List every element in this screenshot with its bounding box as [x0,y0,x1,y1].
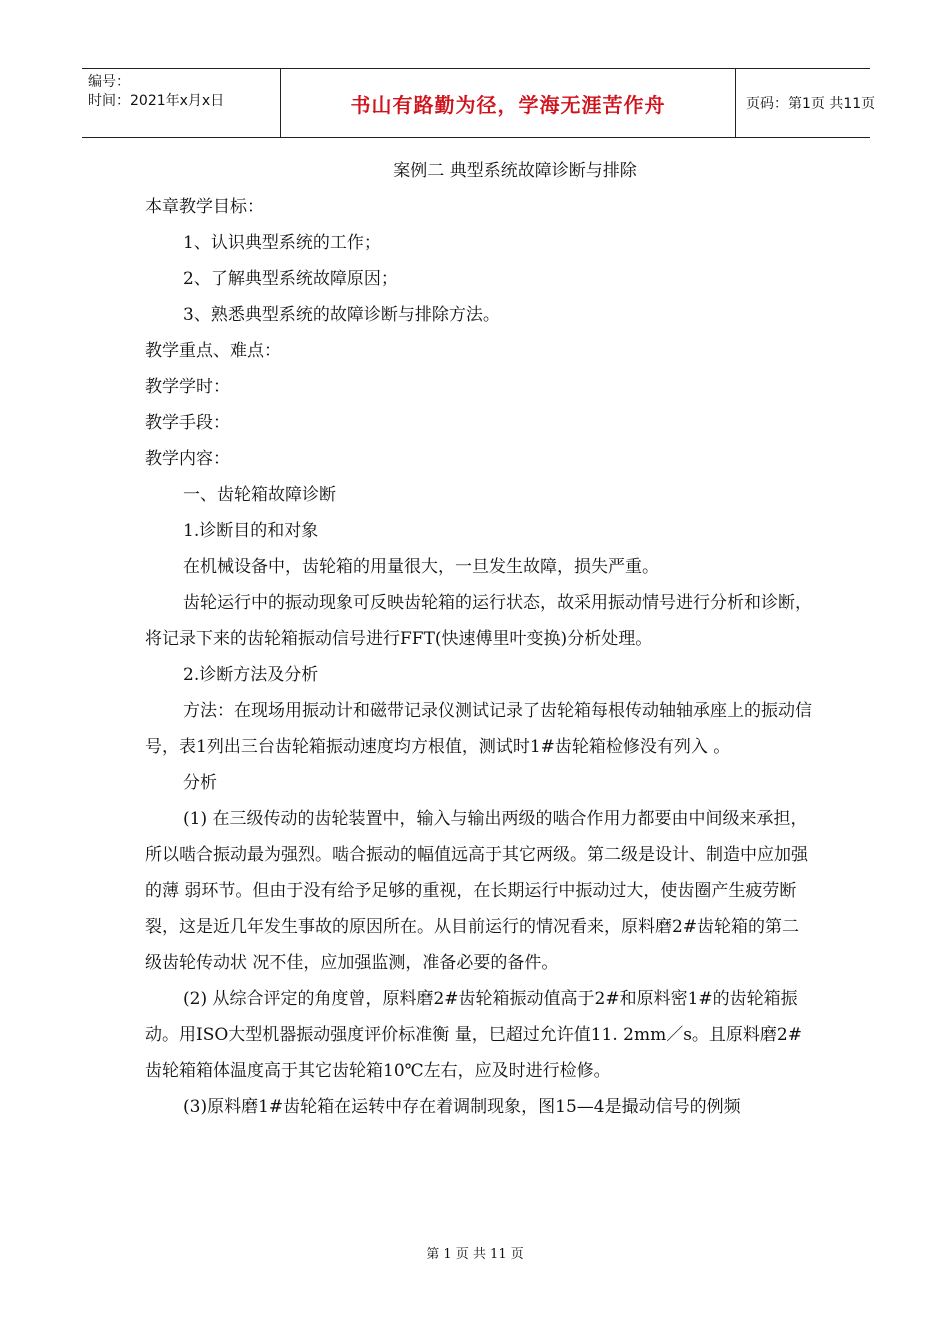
paragraph: 教学手段： [145,413,230,433]
motto-text: 书山有路勤为径，学海无涯苦作舟 [350,92,666,117]
paragraph: 分析 [183,773,217,793]
paragraph: 齿轮运行中的振动现象可反映齿轮箱的运行状态，故采用振动情号进行分析和诊断，将记录下来的齿轮箱振动信号进行FFT(快速傅里叶变换)分析处理。 [145,593,812,649]
paragraph: 本章教学目标： [145,197,264,217]
number-label: 编号： [88,74,130,90]
paragraph: 教学重点、难点： [145,341,281,361]
page-header [82,68,876,138]
header-motto-cell [280,69,736,137]
header-page-info [736,69,876,137]
paragraph: (2) 从综合评定的角度曾，原料磨2#齿轮箱振动值高于2#和原料密1#的齿轮箱振动。用ISO大型机器振动强度评价标准衡 量，巳超过允许值11. 2mm／s。且原料磨2#齿轮箱箱体温度高于其它齿轮箱10℃左右，应及时进行检修。 [145,989,802,1081]
paragraph: (3)原料磨1#齿轮箱在运转中存在着调制现象，图15—4是撮动信号的例频 [183,1097,741,1117]
page-info-text: 页码：第1页 共11页 [746,96,876,112]
paragraph: 一、齿轮箱故障诊断 [183,485,336,505]
paragraph-list [145,189,815,1125]
time-label: 时间：2021年x月x日 [88,93,225,109]
header-meta [82,69,280,137]
paragraph: 2.诊断方法及分析 [183,665,319,685]
paragraph: 2、了解典型系统故障原因； [183,269,398,289]
page-footer: 第 1 页 共 11 页 [426,1247,524,1262]
paragraph: 教学内容： [145,449,230,469]
paragraph: 方法：在现场用振动计和磁带记录仪测试记录了齿轮箱每根传动轴轴承座上的振动信号，表1列出三台齿轮箱振动速度均方根值，测试时1#齿轮箱检修没有列入 。 [145,701,812,757]
paragraph: 1、认识典型系统的工作； [183,233,381,253]
paragraph: 3、熟悉典型系统的故障诊断与排除方法。 [183,305,500,325]
paragraph: 1.诊断目的和对象 [183,521,319,541]
paragraph: 教学学时： [145,377,230,397]
paragraph: 在机械设备中，齿轮箱的用量很大，一旦发生故障，损失严重。 [183,557,659,577]
document-title: 案例二 典型系统故障诊断与排除 [393,161,637,181]
document-body [145,153,815,1125]
paragraph: (1) 在三级传动的齿轮装置中，输入与输出两级的啮合作用力都要由中间级来承担，所以啮合振动最为强烈。啮合振动的幅值远高于其它两级。第二级是设计、制造中应加强的薄 弱环节。但由于没有给予足够的重视，在长期运行中振动过大，使齿圈产生疲劳断裂，这是近几年发生事故的原因所在。从目前运行的情况看来，原料磨2#齿轮箱的第二级齿轮传动状 况不佳，应加强监测，准备必要的备件。 [145,809,808,973]
